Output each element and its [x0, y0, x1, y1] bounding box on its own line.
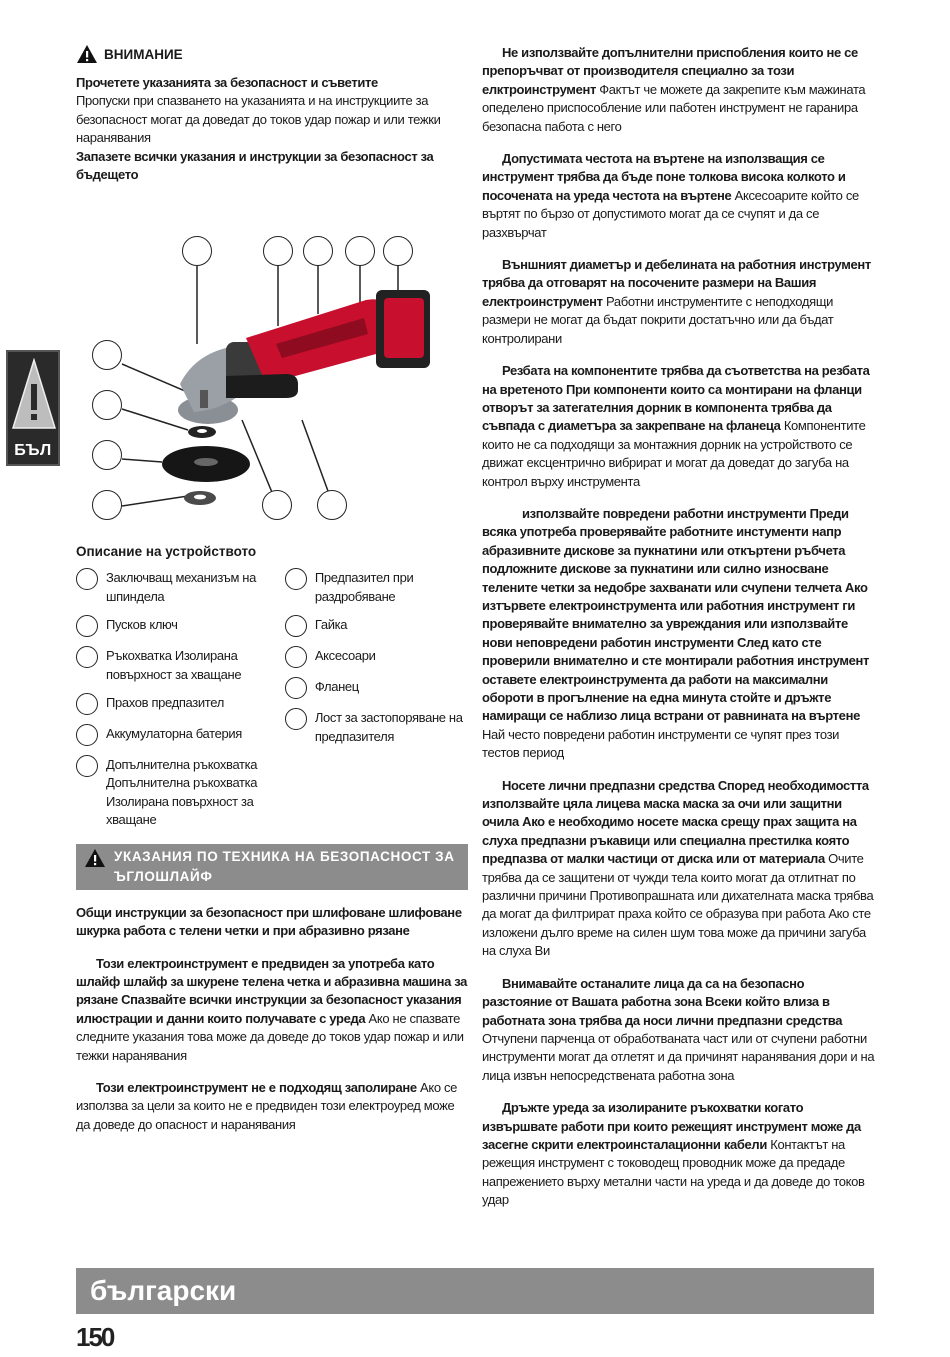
language-side-tab [6, 350, 60, 466]
warning-title: ВНИМАНИЕ [104, 46, 183, 62]
part-item: Допълнителна ръкохватка Допълнителна ръкохватка Изолирана повърхност за хващане [76, 756, 277, 830]
left-column [76, 44, 468, 1148]
warning-heading [76, 44, 468, 64]
part-item: Лост за застопоряване на предпазителя [285, 709, 468, 746]
paragraph: използвайте повредени работни инструменти Преди всяка употреба проверявайте работните инстументи напр абразивните дискове за пукнатини или откъртени ръбчета подложните дискове за пукнатини или силно износване телените четки за недобре захванати или счупени телчета Ако изтървете електроинструмента или работния инструмент ги проверявайте внимателно за увреждания или използвайте нови неповредени работин инструменти След като сте проверили внимателно и сте монтирали работния инструмент оставете електроинструмента да работи на максимални обороти в прогълнение на една минута стойте и дръжте намиращи се наблизо лица встрани от равнината на въртене Най често повредени работин инструменти се чупят през този тестов период [482, 505, 869, 761]
intro-bold-1: Прочетете указанията за безопасност и съветите [76, 75, 378, 90]
part-number-ring [285, 708, 307, 730]
part-number-ring [285, 568, 307, 590]
part-item: Пусков ключ [76, 616, 277, 637]
right-column [482, 44, 877, 1224]
part-item: Ръкохватка Изолирана повърхност за хващане [76, 647, 277, 684]
paragraph: Външният диаметър и дебелината на работния инструмент трябва да отговарят на посочените размери на Вашия електроинструмент Работни инструментите с неподходящи размери не могат да бъдат покрити достатъчно или да бъдат контролирани [482, 257, 871, 346]
part-number-ring [76, 755, 98, 777]
paragraph: Резбата на компонентите трябва да съответства на резбата на вретеното При компоненти които са монтирани на фланци отворът за затегателния дорник в компонента трябва да съвпада с диаметъра за закрепване на фланеца Компонентите които не са подходящи за монтажния дорник на устройството се движат ексцентрично вибрират и могат да доведат до загуба на контрол върху инструмента [482, 363, 870, 489]
parts-column-1 [76, 569, 277, 839]
part-item: Фланец [285, 678, 468, 699]
angle-grinder-illustration [76, 234, 468, 534]
part-item: Аксесоари [285, 647, 468, 668]
part-number-ring [76, 646, 98, 668]
paragraph: Общи инструкции за безопасност при шлифоване шлифоване шкурка работа с телени четки и при абразивно рязане [76, 904, 462, 939]
language-tab-label: БЪЛ [14, 442, 52, 459]
paragraph: Внимавайте останалите лица да са на безопасно разстояние от Вашата работна зона Всеки който влиза в работната зона трябва да носи лични предпазни средства Отчупени парченца от обработваната част или от счупени работни инструменти могат да отлетят и да причинят наранявания дори и на лица извън непосредствената работна зона [482, 975, 875, 1083]
part-item: Гайка [285, 616, 468, 637]
part-number-ring [76, 615, 98, 637]
part-number-ring [76, 724, 98, 746]
safety-section-title: УКАЗАНИЯ ПО ТЕХНИКА НА БЕЗОПАСНОСТ ЗА ЪГЛОШЛАЙФ [114, 848, 455, 884]
paragraph: Този електроинструмент е предвиден за употреба като шлайф шлайф за шкурене телена четка и абразивна машина за рязане Спазвайте всички инструкции за безопасност указания илюстрации и данни които получавате с уреда Ако не спазвате следните указания това може да доведе до токов удар пожар и или тежки наранявания [76, 955, 468, 1063]
warning-triangle-icon [11, 358, 57, 430]
part-number-ring [76, 568, 98, 590]
paragraph: Допустимата честота на въртене на използващия се инструмент трябва да бъде поне толкова висока колкото и посочената на уреда честота на въртене Аксесоарите който се въртят по бързо от допустимото могат да се счупят и да се разхвърчат [482, 151, 859, 240]
paragraph: Не използвайте допълнителни приспобления които не се препоръчват от производителя специално за този елктроинструмент Фактът че можете да закрепите към мажината опеделено приспособление или пабoтен инструмент не гаранира безопасна пабота с него [482, 45, 866, 134]
part-item: Предпазител при раздробяване [285, 569, 468, 606]
part-item: Прахов предпазител [76, 694, 277, 715]
part-item: Заключващ механизъм на шпиндела [76, 569, 277, 606]
warning-icon [84, 848, 106, 868]
part-number-ring [76, 693, 98, 715]
part-number-ring [285, 677, 307, 699]
paragraph: Дръжте уреда за изолираните ръкохватки когато извършвате работи при които режещият инструмент може да засегне скрити електроинсталационни кабели Контактът на режещия инструмент с тоководещ проводник може да предаде напрежението върху метални части на уреда и да доведе до токов удар [482, 1100, 865, 1208]
parts-list [76, 569, 468, 839]
paragraph: Този електроинструмент не е подходящ заполиране Ако се използва за цели за които не е предвиден този електроуред може да доведе до опасност и наранявания [76, 1079, 458, 1132]
language-footer-bar: български [76, 1268, 874, 1314]
part-number-ring [285, 646, 307, 668]
intro-bold-2: Запазете всички указания и инструкции за безопасност за бъдещето [76, 148, 434, 183]
intro-block [76, 74, 468, 184]
part-item: Аккумулаторна батерия [76, 725, 277, 746]
left-paragraphs [76, 904, 468, 1134]
intro-text-1: Пропуски при спазването на указанията и на инструкциите за безопасност могат да доведат до токов удар пожар и или тежки наранявания [76, 93, 441, 146]
part-number-ring [285, 615, 307, 637]
description-title: Описание на устройството [76, 544, 257, 560]
warning-icon [76, 44, 98, 64]
tool-diagram [76, 234, 468, 534]
safety-section-heading [76, 844, 468, 890]
page-number: 150 [76, 1322, 114, 1352]
parts-column-2 [285, 569, 468, 839]
paragraph: Носете лични предпазни средства Според необходимостта използвайте цяла лицева маска маска за очи или защитни очила Ако е необходимо носете маска срещу прах защита на слуха предпазни ръкавици или специална престилка която предпазва от малки частици от диска или от материала Очите трябва да се защитени от чужди тела които могат да отлитнат по различни причини Противопрашната или дихателната маска трябва да могат да филтрират праха който се образува при работа Ако сте изложени дълго време на силен шум това може да причини загуба на слуха Ви [482, 777, 874, 959]
